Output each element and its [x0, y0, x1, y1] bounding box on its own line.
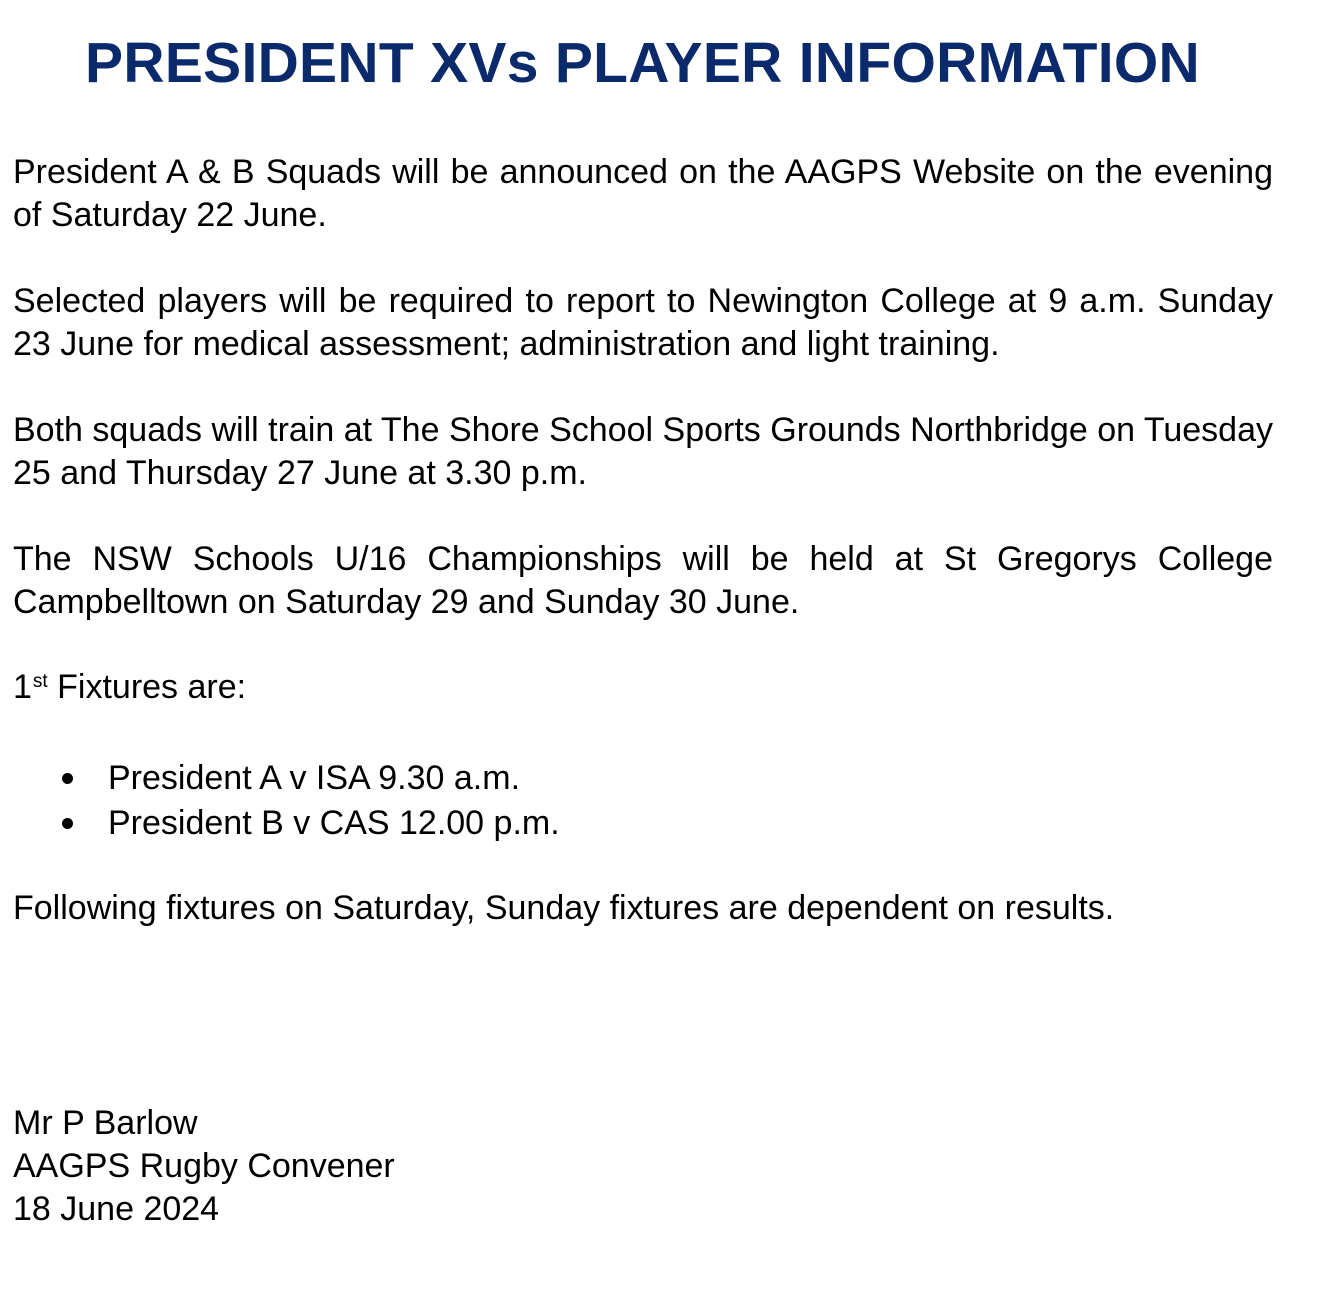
fixtures-intro-number: 1 — [13, 668, 32, 706]
page-title: PRESIDENT XVs PLAYER INFORMATION — [85, 31, 1200, 95]
bullet-icon — [62, 773, 73, 784]
fixtures-intro — [13, 666, 1273, 709]
fixture-text: President B v CAS 12.00 p.m. — [108, 804, 560, 842]
signature-role: AAGPS Rugby Convener — [13, 1147, 395, 1185]
fixtures-intro-ordinal-suffix: st — [32, 671, 48, 692]
championships-paragraph: The NSW Schools U/16 Championships will be held at St Gregorys College Campbelltown on Saturday 29 and Sunday 30 June. — [13, 540, 1273, 621]
fixtures-intro-text: Fixtures are: — [47, 668, 247, 706]
signature-block — [13, 1102, 395, 1231]
report-instructions-paragraph: Selected players will be required to report to Newington College at 9 a.m. Sunday 23 June for medical assessment; administration and light training. — [13, 282, 1273, 363]
fixture-list-item — [0, 801, 560, 846]
signature-name: Mr P Barlow — [13, 1104, 198, 1142]
bullet-icon — [62, 818, 73, 829]
following-fixtures-paragraph: Following fixtures on Saturday, Sunday fixtures are dependent on results. — [13, 889, 1115, 927]
fixtures-list — [0, 756, 560, 846]
training-paragraph: Both squads will train at The Shore School Sports Grounds Northbridge on Tuesday 25 and Thursday 27 June at 3.30 p.m. — [13, 411, 1273, 492]
squads-announcement-paragraph: President A & B Squads will be announced on the AAGPS Website on the evening of Saturday 22 June. — [13, 153, 1273, 234]
fixture-list-item — [0, 756, 560, 801]
signature-date: 18 June 2024 — [13, 1190, 220, 1228]
fixture-text: President A v ISA 9.30 a.m. — [108, 759, 521, 797]
